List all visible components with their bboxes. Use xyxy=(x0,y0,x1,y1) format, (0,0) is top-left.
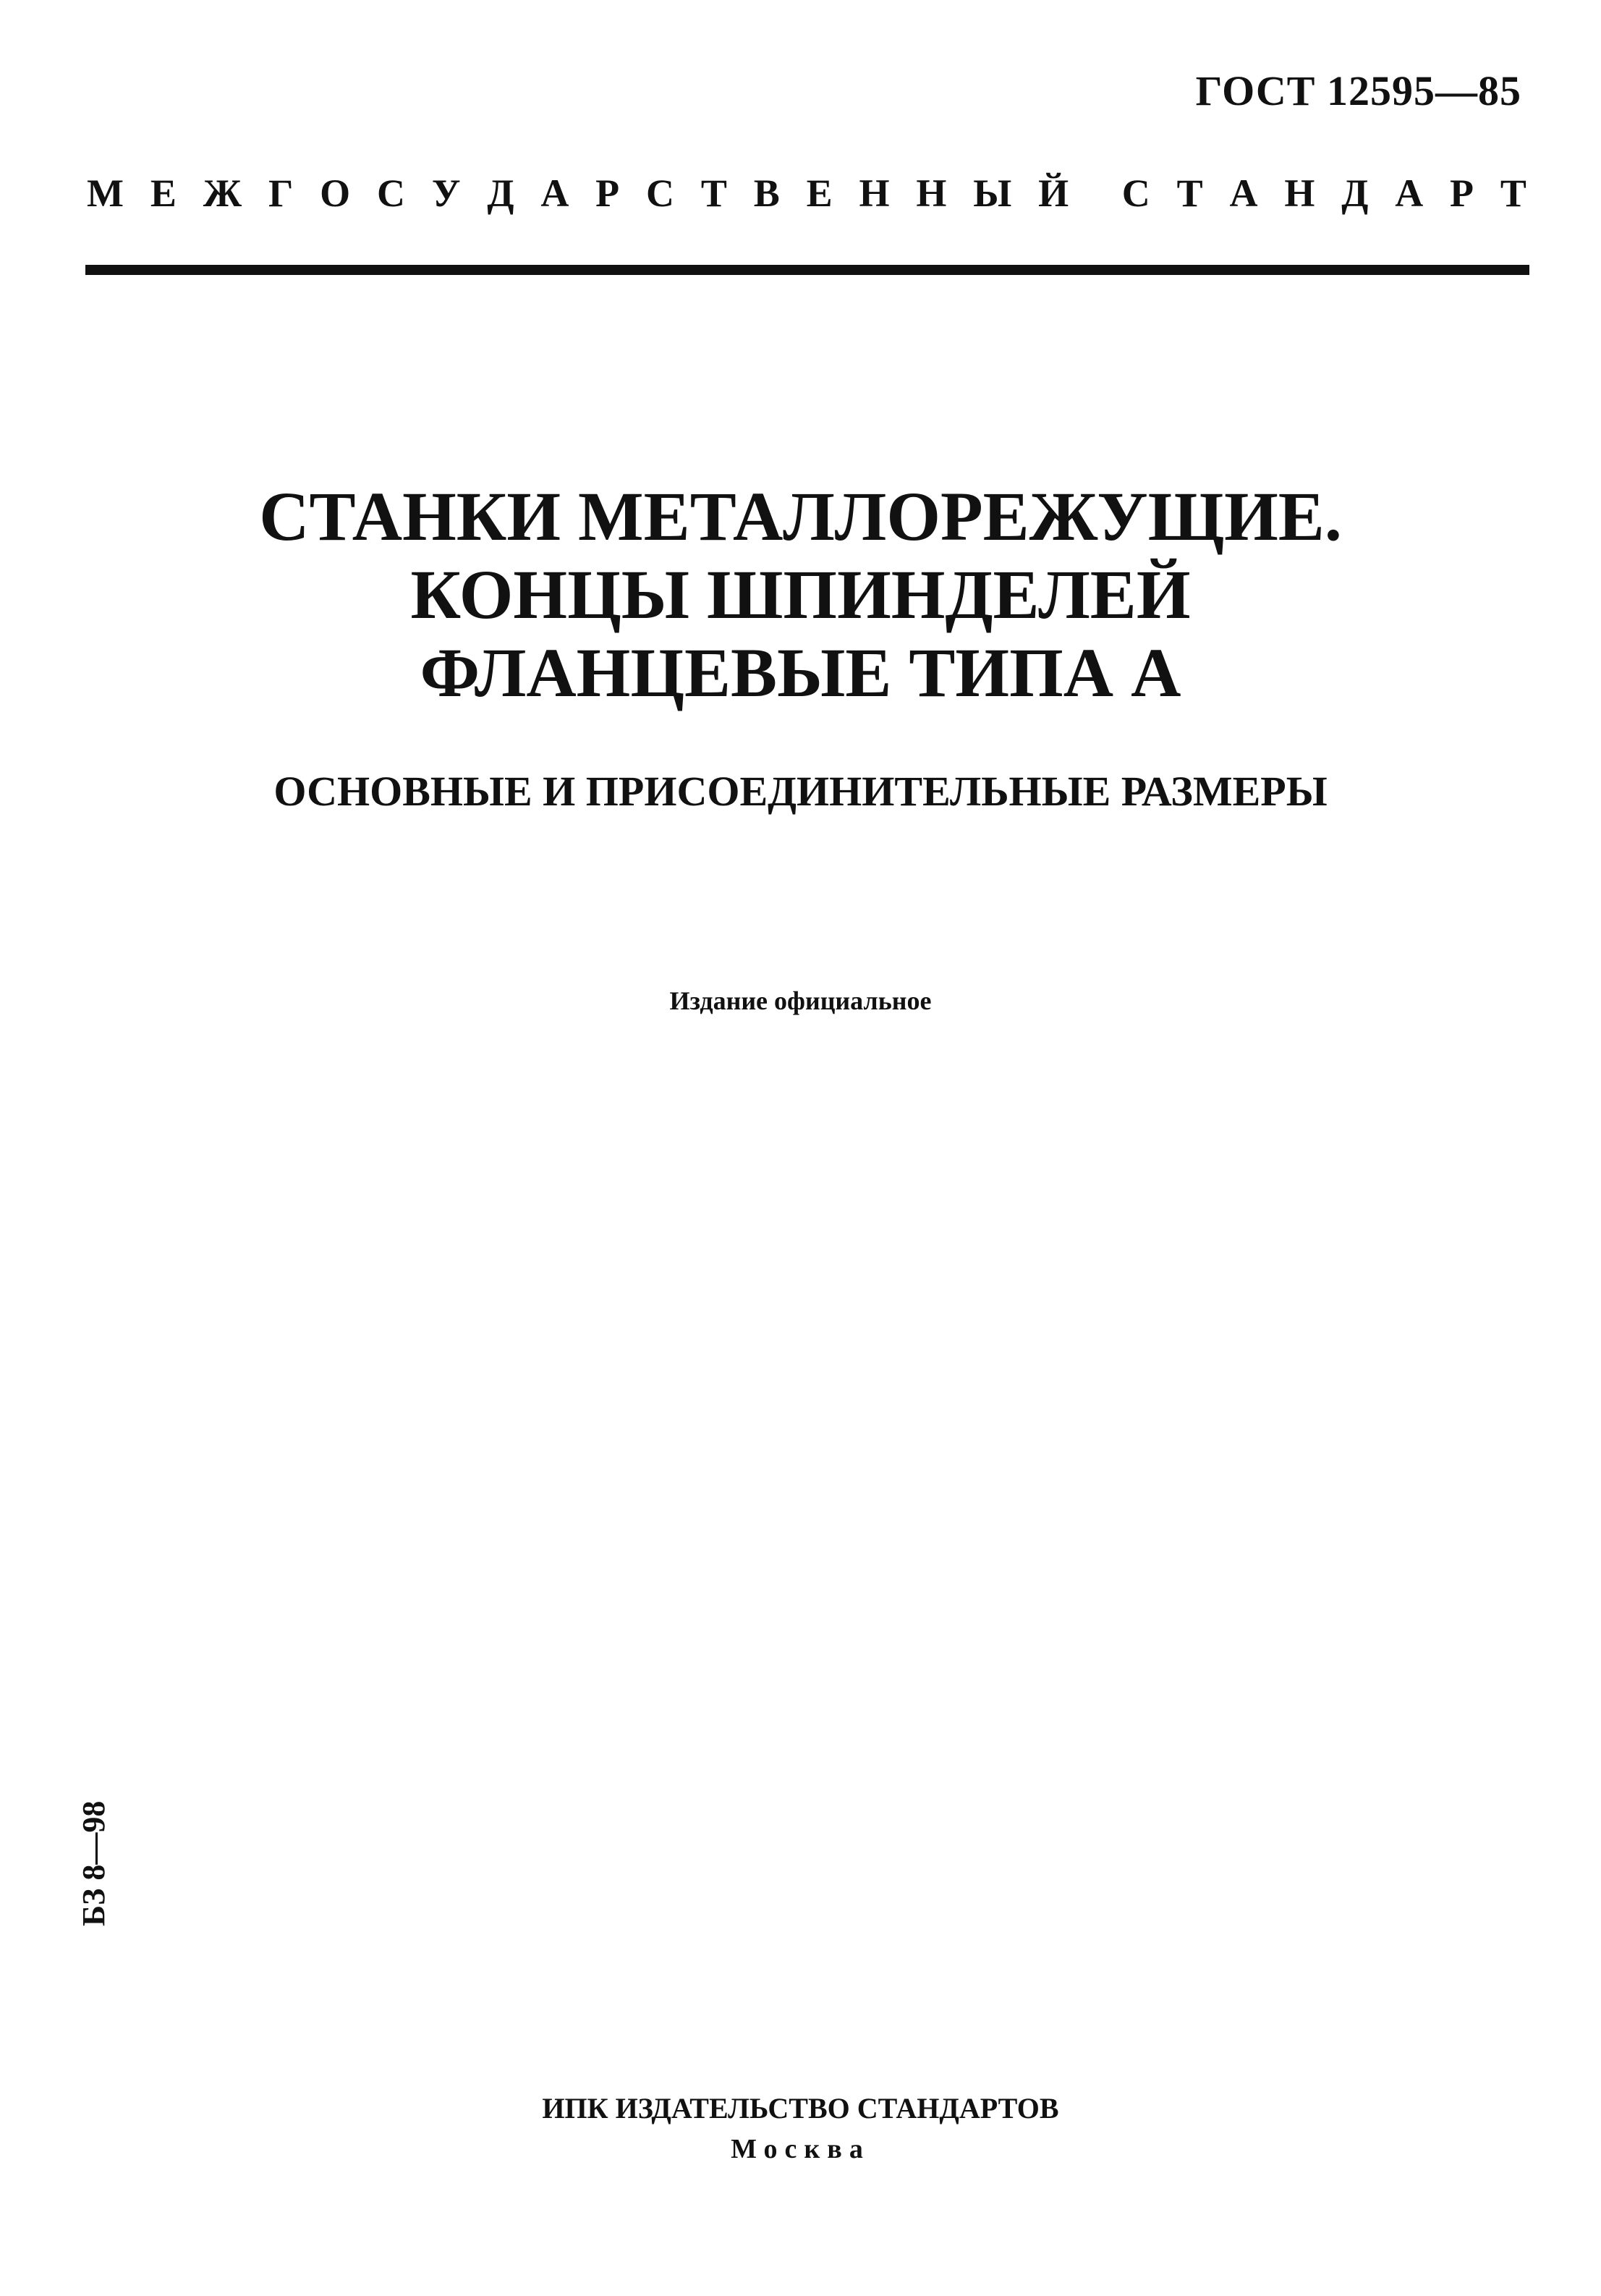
title-line-2: КОНЦЫ ШПИНДЕЛЕЙ xyxy=(410,556,1191,633)
standard-type-letter: Т xyxy=(1176,171,1203,215)
standard-type-letter: С xyxy=(377,171,405,215)
standard-type-letter: Т xyxy=(700,171,727,215)
edition-note: Издание официальное xyxy=(669,986,932,1015)
standard-type-letter: А xyxy=(1395,171,1424,215)
standard-type-letter: О xyxy=(320,171,351,215)
document-title xyxy=(0,478,1601,712)
standard-type-letter: В xyxy=(753,171,780,215)
standard-type-letter: Н xyxy=(859,171,890,215)
standard-type-letter: Р xyxy=(595,171,620,215)
standard-type-letter: С xyxy=(646,171,675,215)
standard-type-letter: А xyxy=(540,171,569,215)
header-rule xyxy=(85,265,1529,275)
publisher-city: Москва xyxy=(731,2134,870,2164)
standard-type-letter: Ы xyxy=(973,171,1012,215)
standard-type-letter: Т xyxy=(1500,171,1526,215)
publisher-name: ИПК ИЗДАТЕЛЬСТВО СТАНДАРТОВ xyxy=(542,2092,1059,2125)
standard-type-letter: Н xyxy=(916,171,947,215)
title-line-1: СТАНКИ МЕТАЛЛОРЕЖУЩИЕ. xyxy=(259,478,1342,555)
standard-type-letter: Н xyxy=(1284,171,1315,215)
standard-type-letter: Е xyxy=(150,171,177,215)
gost-number: ГОСТ 12595—85 xyxy=(1195,67,1521,114)
standard-type-letter: М xyxy=(87,171,124,215)
standard-type-letter: Ж xyxy=(203,171,242,215)
document-subtitle: ОСНОВНЫЕ И ПРИСОЕДИНИТЕЛЬНЫЕ РАЗМЕРЫ xyxy=(273,768,1328,815)
standard-type-heading xyxy=(87,171,1526,216)
standard-type-letter: Д xyxy=(1341,171,1369,215)
standard-type-letter: Г xyxy=(268,171,294,215)
standard-type-letter: С xyxy=(1121,171,1150,215)
standard-type-letter: Д xyxy=(487,171,514,215)
title-line-3: ФЛАНЦЕВЫЕ ТИПА А xyxy=(420,634,1181,711)
standard-type-letter: Е xyxy=(806,171,833,215)
standard-type-letter: А xyxy=(1229,171,1258,215)
standard-type-letter: У xyxy=(431,171,461,215)
standard-type-letter: Р xyxy=(1450,171,1474,215)
side-code: БЗ 8—98 xyxy=(76,1800,111,1926)
standard-type-letter: Й xyxy=(1038,171,1069,215)
